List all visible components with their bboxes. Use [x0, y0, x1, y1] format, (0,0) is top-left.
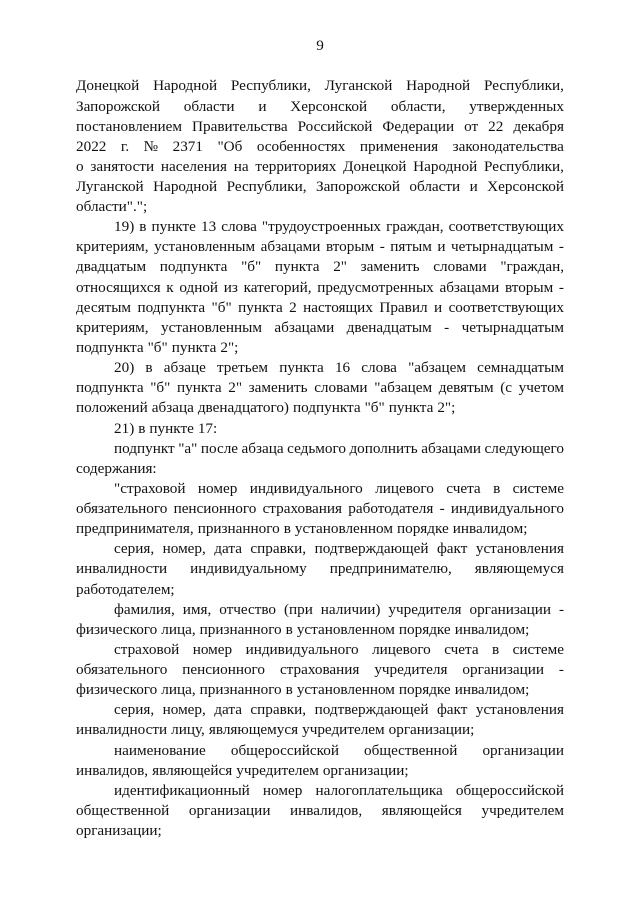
text-line: Запорожской области и Херсонской области, утвержденных: [76, 98, 564, 115]
text-line: критериям, установленным абзацами двенадцатым - четырнадцатым: [76, 319, 564, 336]
text-line: общественной организации инвалидов, являющейся учредителем: [76, 802, 564, 819]
text-line: серия, номер, дата справки, подтверждающей факт установления: [114, 540, 564, 557]
text-line: наименование общероссийской общественной организации: [114, 742, 564, 759]
text-line: обязательного пенсионного страхования работодателя - индивидуального: [76, 500, 564, 517]
text-line: 21) в пункте 17:: [114, 420, 218, 437]
text-line: о занятости населения на территориях Донецкой Народной Республики,: [76, 158, 564, 175]
text-line: организации;: [76, 822, 162, 839]
text-line: инвалидов, являющейся учредителем организации;: [76, 762, 409, 779]
text-line: физического лица, признанного в установленном порядке инвалидом;: [76, 681, 530, 698]
text-line: фамилия, имя, отчество (при наличии) учредителя организации -: [114, 601, 564, 618]
text-line: двадцатым подпункта "б" пункта 2" заменить словами "граждан,: [76, 258, 564, 275]
text-line: "страховой номер индивидуального лицевого счета в системе: [114, 480, 564, 497]
text-line: подпункт "а" после абзаца седьмого дополнить абзацами следующего: [114, 440, 564, 457]
text-line: обязательного пенсионного страхования учредителя организации -: [76, 661, 564, 678]
text-line: 20) в абзаце третьем пункта 16 слова "абзацем семнадцатым: [114, 359, 564, 376]
text-line: области".";: [76, 198, 148, 215]
text-line: предпринимателя, признанного в установленном порядке инвалидом;: [76, 520, 528, 537]
text-line: 2022 г. № 2371 "Об особенностях применения законодательства: [76, 138, 564, 155]
text-line: постановлением Правительства Российской Федерации от 22 декабря: [76, 118, 564, 135]
text-line: содержания:: [76, 460, 157, 477]
text-line: инвалидности индивидуальному предпринимателю, являющемуся: [76, 560, 564, 577]
text-line: Луганской Народной Республики, Запорожской области и Херсонской: [76, 178, 564, 195]
text-line: работодателем;: [76, 581, 175, 598]
text-line: относящихся к одной из категорий, предусмотренных абзацами вторым -: [76, 279, 564, 296]
text-line: десятым подпункта "б" пункта 2 настоящих Правил и соответствующих: [76, 299, 564, 316]
text-line: физического лица, признанного в установленном порядке инвалидом;: [76, 621, 530, 638]
text-line: положений абзаца двенадцатого) подпункта "б" пункта 2";: [76, 399, 456, 416]
text-line: критериям, установленным абзацами вторым - пятым и четырнадцатым -: [76, 238, 564, 255]
text-line: 19) в пункте 13 слова "трудоустроенных граждан, соответствующих: [114, 218, 564, 235]
text-line: Донецкой Народной Республики, Луганской Народной Республики,: [76, 77, 564, 94]
text-line: подпункта "б" пункта 2";: [76, 339, 239, 356]
text-line: страховой номер индивидуального лицевого счета в системе: [114, 641, 564, 658]
text-line: подпункта "б" пункта 2" заменить словами "абзацем девятым (с учетом: [76, 379, 564, 396]
page-number: 9: [316, 37, 324, 54]
text-line: инвалидности лицу, являющемуся учредителем организации;: [76, 721, 475, 738]
text-line: серия, номер, дата справки, подтверждающей факт установления: [114, 701, 564, 718]
text-line: идентификационный номер налогоплательщика общероссийской: [114, 782, 564, 799]
